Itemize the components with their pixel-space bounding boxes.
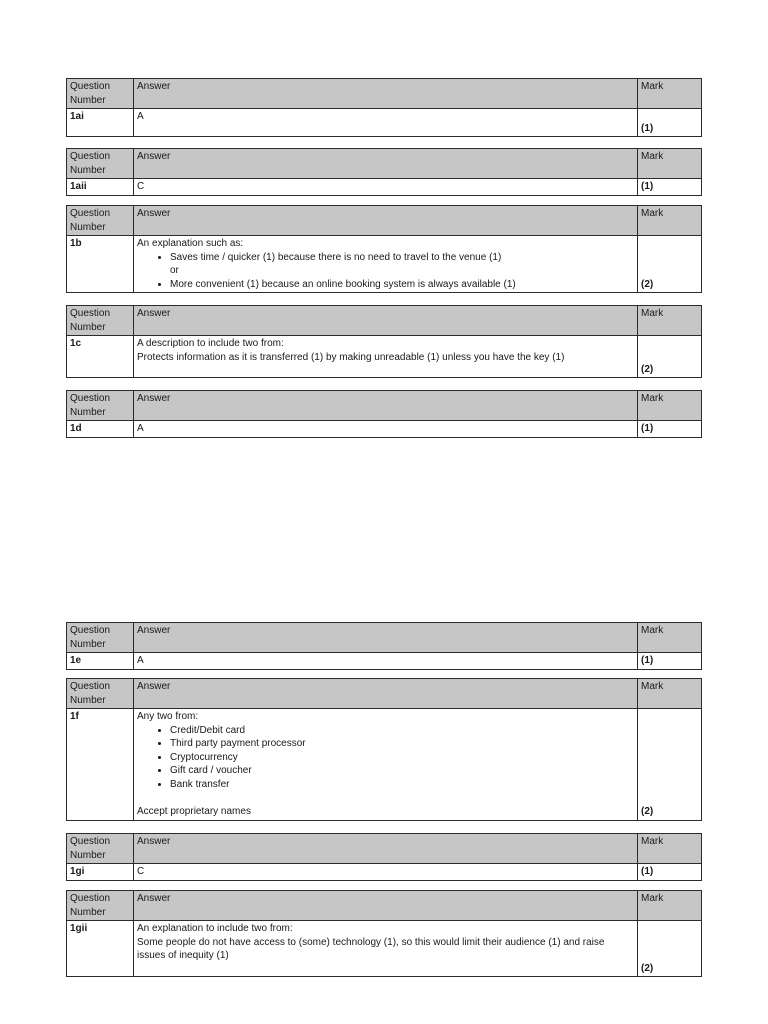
answer-header: Answer	[134, 834, 638, 864]
question-number-header: Question Number	[67, 623, 134, 653]
mark-scheme-table-1f	[66, 678, 702, 821]
question-number-header: Question Number	[67, 79, 134, 109]
mark-header: Mark	[638, 391, 702, 421]
answer-cell	[134, 921, 638, 977]
question-number: 1ai	[67, 109, 134, 137]
mark-scheme-table-1b	[66, 205, 702, 293]
answer-intro: An explanation such as:	[137, 238, 244, 249]
mark-header: Mark	[638, 623, 702, 653]
mark-value: (2)	[638, 921, 702, 977]
answer-header: Answer	[134, 79, 638, 109]
question-number-header: Question Number	[67, 306, 134, 336]
answer-bullet: • Credit/Debit card	[170, 724, 634, 738]
answer-line: Protects information as it is transferred (1) by making unreadable (1) unless you have the key (1)	[137, 351, 565, 363]
mark-header: Mark	[638, 79, 702, 109]
mark-scheme-table-1c	[66, 305, 702, 378]
answer-header: Answer	[134, 891, 638, 921]
answer-bullet: • Gift card / voucher	[170, 764, 634, 778]
question-number-header: Question Number	[67, 206, 134, 236]
answer-text: C	[134, 864, 638, 881]
mark-header: Mark	[638, 149, 702, 179]
answer-bullets	[137, 251, 634, 265]
mark-value: (1)	[638, 653, 702, 670]
answer-bullet: • Cryptocurrency	[170, 751, 634, 765]
mark-value: (2)	[638, 709, 702, 821]
question-number-header: Question Number	[67, 891, 134, 921]
answer-text: A	[134, 421, 638, 438]
mark-scheme-table-1d	[66, 390, 702, 438]
answer-header: Answer	[134, 623, 638, 653]
question-number-header: Question Number	[67, 679, 134, 709]
answer-intro: An explanation to include two from:	[137, 923, 293, 934]
answer-cell	[134, 336, 638, 378]
question-number-header: Question Number	[67, 149, 134, 179]
question-number: 1gi	[67, 864, 134, 881]
mark-value: (1)	[638, 421, 702, 438]
mark-value: (2)	[638, 236, 702, 293]
answer-header: Answer	[134, 679, 638, 709]
question-number: 1gii	[67, 921, 134, 977]
mark-value: (1)	[638, 179, 702, 196]
question-number-header: Question Number	[67, 391, 134, 421]
mark-value: (1)	[638, 864, 702, 881]
answer-bullet: • Saves time / quicker (1) because there is no need to travel to the venue (1)	[170, 251, 634, 265]
mark-scheme-table-1gi	[66, 833, 702, 881]
answer-bullet: • More convenient (1) because an online booking system is always available (1)	[170, 278, 634, 292]
mark-scheme-table-1ai	[66, 78, 702, 137]
answer-bullet: • Third party payment processor	[170, 737, 634, 751]
question-number: 1f	[67, 709, 134, 821]
mark-value: (1)	[638, 109, 702, 137]
question-number: 1d	[67, 421, 134, 438]
question-number: 1aii	[67, 179, 134, 196]
answer-bullets	[137, 724, 634, 792]
answer-note: Accept proprietary names	[137, 806, 251, 817]
answer-separator: or	[170, 265, 179, 276]
answer-line: Some people do not have access to (some) technology (1), so this would limit their audience (1) and raise issues of inequity (1)	[137, 936, 605, 961]
answer-bullets	[137, 278, 634, 292]
mark-header: Mark	[638, 834, 702, 864]
answer-header: Answer	[134, 391, 638, 421]
mark-scheme-table-1e	[66, 622, 702, 670]
mark-header: Mark	[638, 679, 702, 709]
question-number: 1b	[67, 236, 134, 293]
answer-header: Answer	[134, 206, 638, 236]
answer-bullet: • Bank transfer	[170, 778, 634, 792]
answer-text: C	[134, 179, 638, 196]
mark-header: Mark	[638, 306, 702, 336]
question-number-header: Question Number	[67, 834, 134, 864]
answer-header: Answer	[134, 149, 638, 179]
mark-header: Mark	[638, 206, 702, 236]
answer-cell	[134, 709, 638, 821]
answer-cell	[134, 236, 638, 293]
answer-text: A	[134, 653, 638, 670]
mark-value: (2)	[638, 336, 702, 378]
mark-header: Mark	[638, 891, 702, 921]
mark-scheme-table-1gii	[66, 890, 702, 977]
answer-text: A	[134, 109, 638, 137]
question-number: 1c	[67, 336, 134, 378]
answer-intro: Any two from:	[137, 711, 199, 722]
answer-header: Answer	[134, 306, 638, 336]
question-number: 1e	[67, 653, 134, 670]
answer-intro: A description to include two from:	[137, 338, 284, 349]
mark-scheme-table-1aii	[66, 148, 702, 196]
